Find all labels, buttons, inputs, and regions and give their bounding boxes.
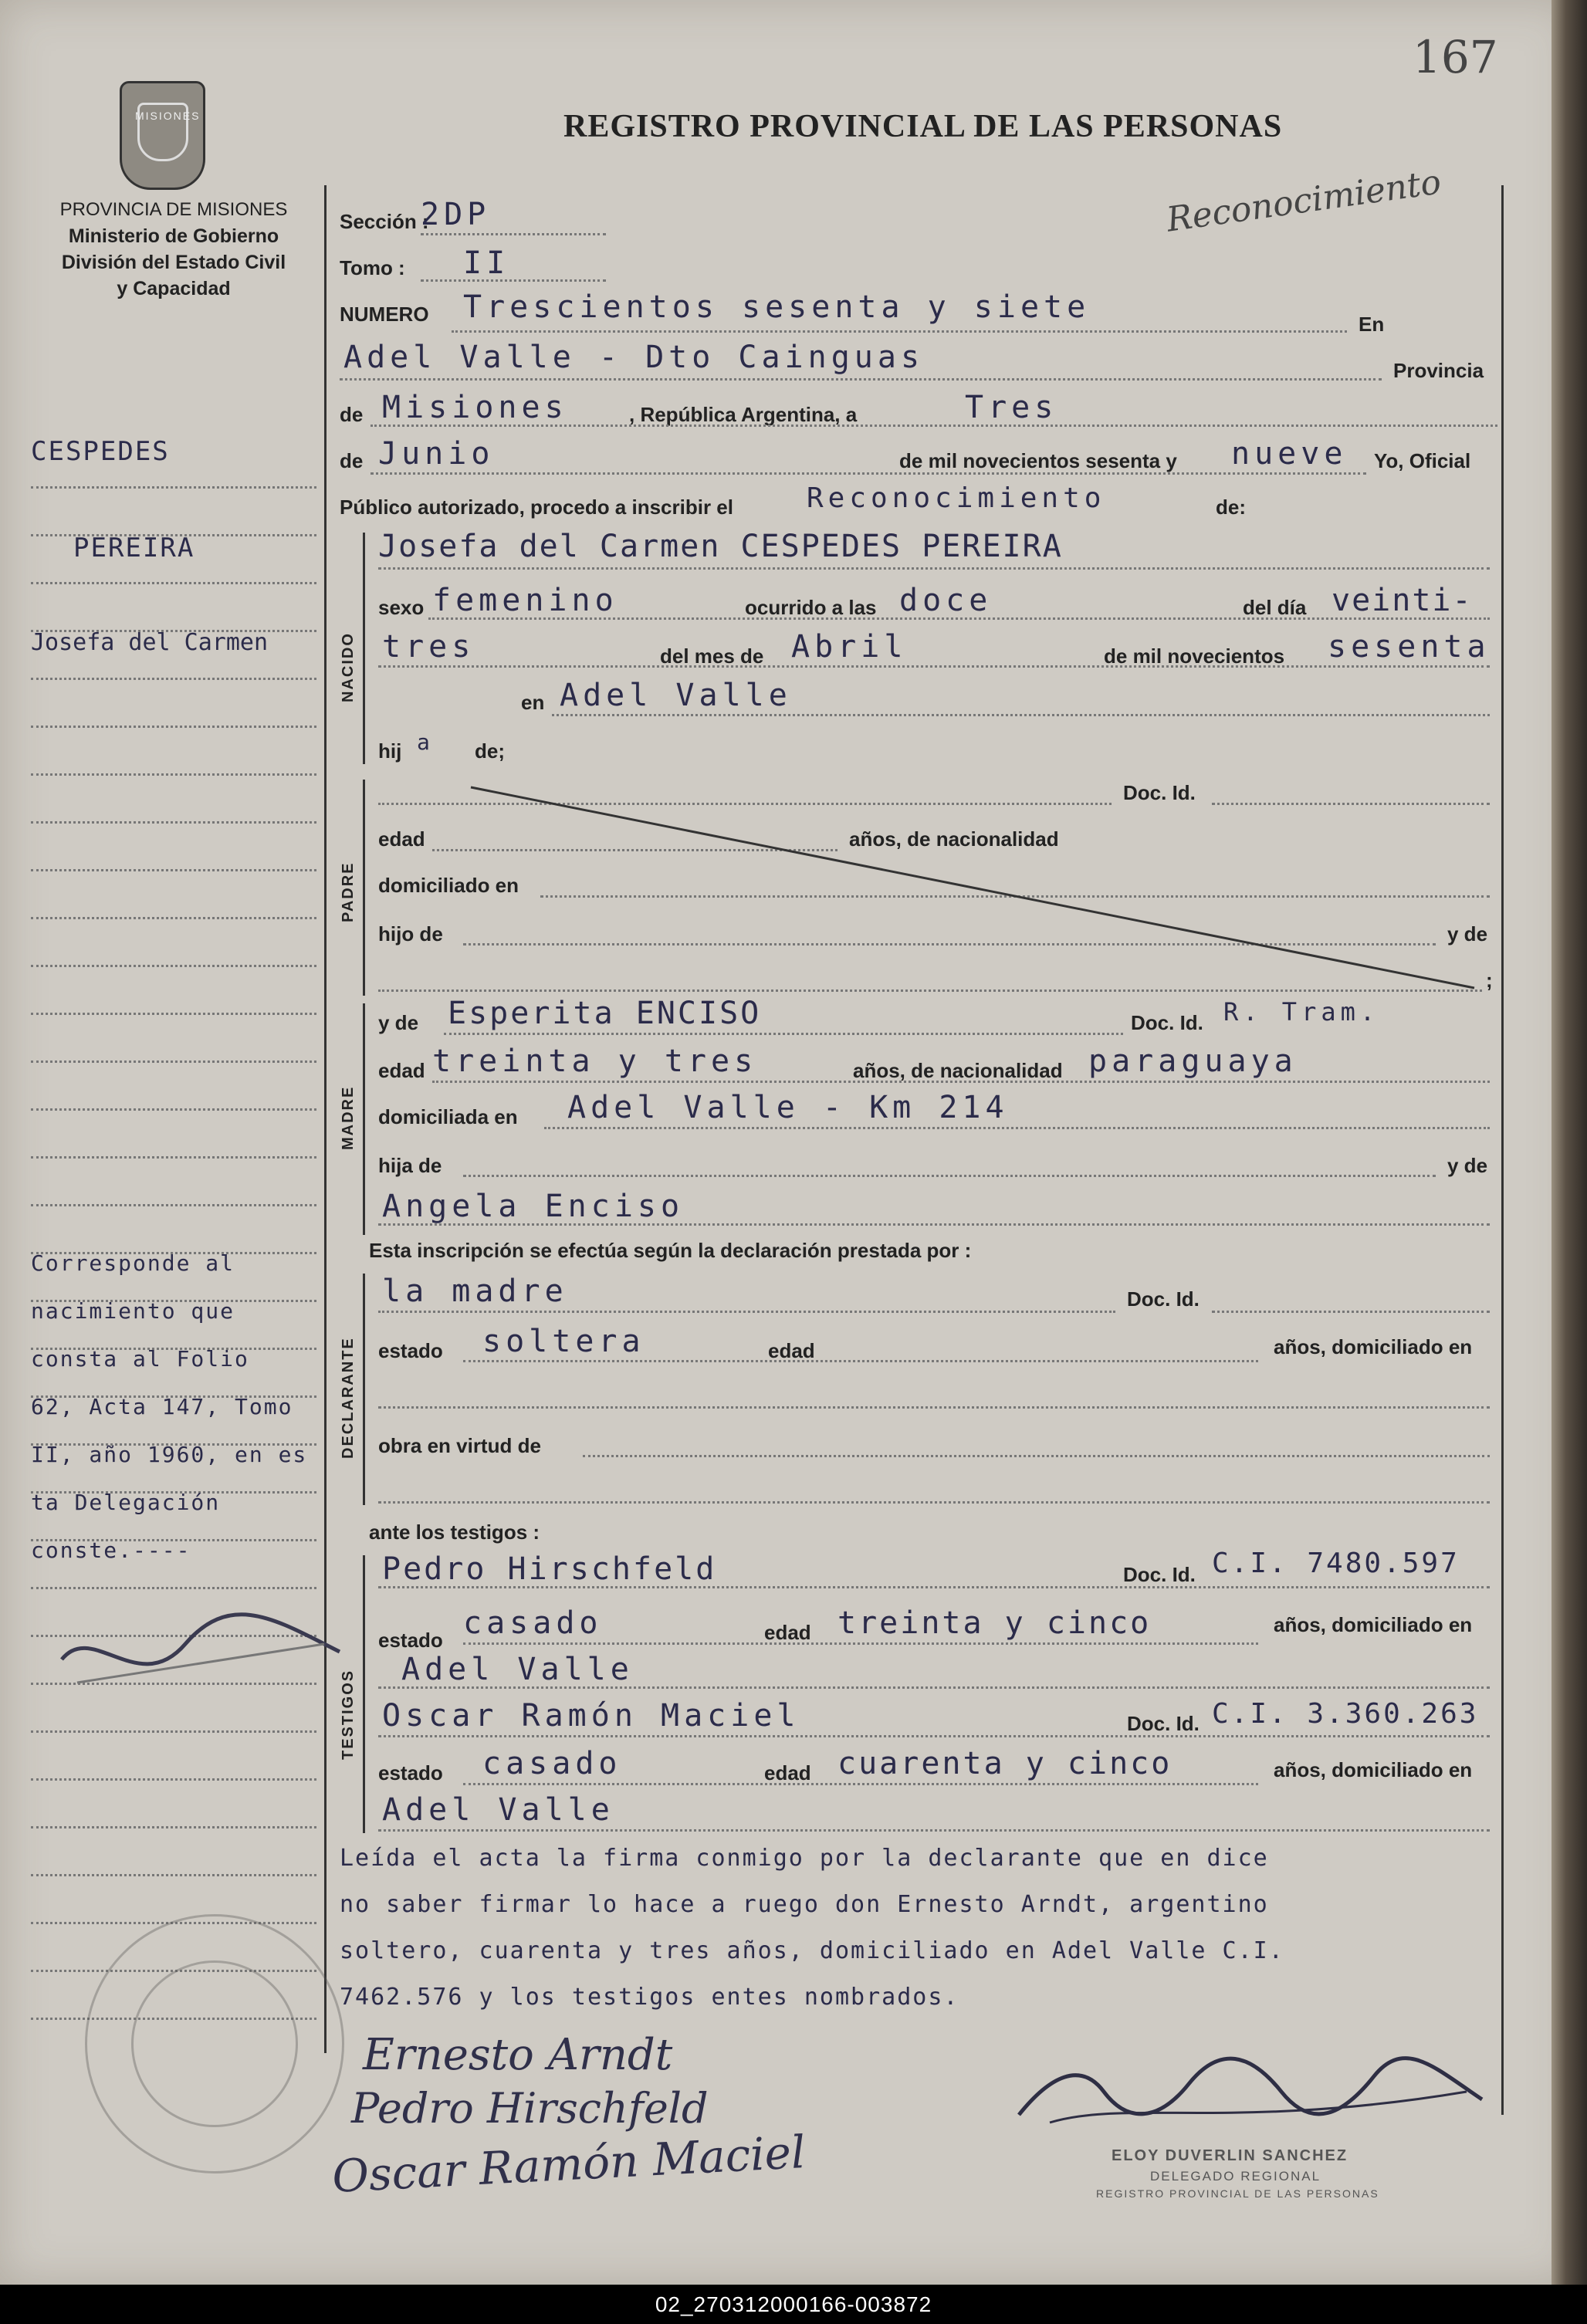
office-line2: Ministerio de Gobierno [68, 225, 279, 247]
left-rule [31, 821, 316, 824]
sexo-label: sexo [378, 596, 425, 619]
left-rule [31, 1204, 316, 1206]
province-value: Misiones [382, 390, 568, 425]
declarante-tag: DECLARANTE [340, 1337, 357, 1459]
madre-abuela-value: Angela Enciso [382, 1189, 685, 1224]
nacido-name: Josefa del Carmen CESPEDES PEREIRA [378, 529, 1063, 564]
madre-hija-label: hija de [378, 1154, 442, 1177]
declarante-obra-label: obra en virtud de [378, 1434, 541, 1457]
dotline [421, 279, 606, 282]
madre-dom-value: Adel Valle - Km 214 [567, 1090, 1009, 1125]
left-rule [31, 1587, 316, 1589]
declarante-dom-label: años, domiciliado en [1274, 1335, 1473, 1358]
testigos-tag: TESTIGOS [340, 1669, 357, 1760]
left-rule [31, 582, 316, 584]
testigo1-edad-label: edad [764, 1621, 811, 1644]
left-surname1: CESPEDES [31, 436, 170, 467]
office-line4: y Capacidad [117, 278, 231, 299]
place-value: Adel Valle - Dto Cainguas [343, 340, 925, 375]
signature-ernesto-arndt: Ernesto Arndt [363, 2030, 673, 2080]
en-label-nacido: en [521, 691, 545, 714]
dotline [432, 1081, 1490, 1083]
dotline [378, 1501, 1490, 1504]
padre-void-line [371, 764, 1490, 996]
declarante-intro: Esta inscripción se efectúa según la declaración prestada por : [369, 1239, 972, 1262]
dotline [583, 1455, 1490, 1457]
madre-nac-value: paraguaya [1088, 1044, 1298, 1079]
small-stamp-icon [46, 1590, 355, 1729]
publico-label: Público autorizado, procedo a inscribir el [340, 496, 733, 519]
dotline [1212, 1311, 1490, 1313]
testigo2-name: Oscar Ramón Maciel [382, 1698, 800, 1734]
testigo1-doc-value: C.I. 7480.597 [1212, 1548, 1460, 1579]
seccion-label: Sección : [340, 210, 429, 233]
right-border [1501, 185, 1504, 2115]
testigo1-dom-value: Adel Valle [401, 1652, 634, 1687]
dotline [378, 567, 1490, 570]
office-line3: División del Estado Civil [61, 252, 286, 273]
left-note-line: consta al Folio [31, 1346, 249, 1372]
numero-value: Trescientos sesenta y siete [463, 289, 1091, 325]
dotline [378, 1829, 1490, 1832]
official-name: ELOY DUVERLIN SANCHEZ [1112, 2147, 1348, 2164]
dotline [552, 714, 1490, 716]
dotline [463, 1783, 1258, 1785]
dotline [378, 1311, 1115, 1313]
tomo-label: Tomo : [340, 256, 405, 279]
dotline [378, 1735, 1490, 1737]
left-rule [31, 1874, 316, 1876]
dotline [378, 1686, 1490, 1689]
dia-value2: tres [382, 629, 475, 665]
declarante-name: la madre [382, 1274, 568, 1309]
page-title: REGISTRO PROVINCIAL DE LAS PERSONAS [563, 109, 1283, 144]
testigo2-doc-label: Doc. Id. [1127, 1712, 1200, 1735]
seccion-value: 2DP [421, 197, 491, 232]
testigo2-estado-value: casado [482, 1746, 622, 1781]
madre-edad-label: edad [378, 1059, 425, 1082]
madre-name: Esperita ENCISO [448, 996, 762, 1031]
tomo-value: II [463, 245, 510, 281]
left-rule [31, 1730, 316, 1733]
testigo1-estado-value: casado [463, 1605, 603, 1641]
madre-dom-label: domiciliada en [378, 1105, 518, 1128]
left-rule [31, 1156, 316, 1159]
padre-semicolon: ; [1486, 969, 1493, 992]
declarante-bracket [363, 1274, 365, 1505]
dia-label: del día [1243, 596, 1307, 619]
nacido-bracket [363, 533, 365, 764]
province-stamp-text: MISIONES [135, 110, 201, 122]
dotline [371, 472, 1366, 475]
madre-yde-label: y de [378, 1011, 419, 1034]
testigo2-dom-label: años, domiciliado en [1274, 1758, 1473, 1781]
month-value: Junio [378, 436, 495, 472]
lugar-value: Adel Valle [560, 678, 792, 713]
ocurrido-label: ocurrido a las [745, 596, 877, 619]
left-rule [31, 1013, 316, 1015]
official-title2: REGISTRO PROVINCIAL DE LAS PERSONAS [1096, 2187, 1379, 2200]
closing-line: no saber firmar lo hace a ruego don Ernesto Arndt, argentino [340, 1891, 1269, 1918]
round-stamp-inner-icon [131, 1960, 298, 2127]
madre-yde2-label: y de [1447, 1154, 1488, 1177]
year-value: nueve [1231, 436, 1348, 472]
declarante-estado-label: estado [378, 1339, 443, 1362]
republica-label: , República Argentina, a [629, 403, 858, 426]
dia-value: veinti- [1332, 583, 1473, 618]
dotline [378, 1406, 1490, 1409]
testigo1-edad-value: treinta y cinco [837, 1605, 1152, 1641]
office-line1: PROVINCIA DE MISIONES [59, 199, 288, 220]
dotline [378, 665, 1490, 668]
testigos-ante-label: ante los testigos : [369, 1521, 540, 1544]
sexo-value: femenino [432, 583, 618, 618]
padre-dom-label: domiciliado en [378, 874, 519, 897]
dotline [421, 233, 606, 235]
left-rule [31, 869, 316, 871]
official-signature-icon [1003, 2045, 1505, 2146]
provincia-label: Provincia [1393, 359, 1484, 382]
left-note-line: 62, Acta 147, Tomo [31, 1394, 293, 1419]
mes-value: Abril [791, 629, 908, 665]
oficial-label: Yo, Oficial [1374, 449, 1471, 472]
left-column-border [324, 185, 327, 2053]
declarante-doc-label: Doc. Id. [1127, 1287, 1200, 1311]
folio-number: 167 [1413, 31, 1498, 83]
en-label: En [1359, 313, 1385, 336]
declarante-estado-value: soltera [482, 1324, 645, 1359]
closing-line: soltero, cuarenta y tres años, domiciliado en Adel Valle C.I. [340, 1937, 1284, 1964]
official-title1: DELEGADO REGIONAL [1150, 2169, 1321, 2184]
left-rule [31, 486, 316, 489]
testigo1-doc-label: Doc. Id. [1123, 1563, 1196, 1586]
madre-nac-label: años, de nacionalidad [853, 1059, 1063, 1082]
testigo2-edad-value: cuarenta y cinco [837, 1746, 1172, 1781]
de-label-nacido: de; [475, 739, 505, 763]
signature-pedro-hirschfeld: Pedro Hirschfeld [351, 2084, 709, 2133]
padre-hijo-label: hijo de [378, 922, 443, 945]
padre-yde-label: y de [1447, 922, 1488, 945]
closing-line: 7462.576 y los testigos entes nombrados. [340, 1984, 959, 2011]
testigos-bracket [363, 1555, 365, 1833]
left-note-line: II, año 1960, en es [31, 1442, 308, 1467]
hij-label: hij [378, 739, 402, 763]
nacido-tag: NACIDO [340, 632, 357, 702]
de-label: de [340, 403, 364, 426]
de-colon: de: [1216, 496, 1246, 519]
padre-nac-label: años, de nacionalidad [849, 827, 1059, 851]
testigo2-estado-label: estado [378, 1761, 443, 1784]
madre-doc-label: Doc. Id. [1131, 1011, 1203, 1034]
left-note-line: conste.---- [31, 1537, 191, 1563]
hij-value: a [417, 729, 435, 755]
testigo1-dom-label: años, domiciliado en [1274, 1613, 1473, 1636]
anio-value: sesenta [1328, 629, 1491, 665]
madre-tag: MADRE [340, 1085, 357, 1150]
dotline [463, 1360, 1258, 1362]
mil-label: de mil novecientos [1104, 644, 1285, 668]
numero-label: NUMERO [340, 303, 429, 326]
declarante-edad-label: edad [768, 1339, 815, 1362]
dotline [444, 1033, 1123, 1035]
left-rule [31, 1108, 316, 1111]
madre-edad-value: treinta y tres [432, 1044, 758, 1079]
left-rule [31, 678, 316, 680]
left-rule [31, 1061, 316, 1063]
book-binding [1551, 0, 1587, 2285]
dotline [428, 617, 1490, 620]
dotline [463, 1642, 1258, 1645]
padre-bracket [363, 780, 365, 996]
testigo1-name: Pedro Hirschfeld [382, 1551, 717, 1587]
mes-label: del mes de [660, 644, 764, 668]
dotline [463, 1175, 1436, 1177]
left-given-name: Josefa del Carmen [31, 629, 269, 656]
left-note-line: ta Delegación [31, 1490, 221, 1515]
padre-edad-label: edad [378, 827, 425, 851]
left-rule [31, 965, 316, 967]
top-right-stamp: Reconocimiento [1164, 162, 1443, 240]
left-rule [31, 917, 316, 919]
left-rule [31, 1778, 316, 1781]
testigo2-doc-value: C.I. 3.360.263 [1212, 1698, 1479, 1730]
testigo2-edad-label: edad [764, 1761, 811, 1784]
left-rule [31, 1826, 316, 1828]
dotline [371, 425, 1497, 427]
province-seal-icon [120, 81, 205, 190]
left-note-line: nacimiento que [31, 1298, 235, 1324]
day-value: Tres [965, 390, 1058, 425]
left-note-line: Corresponde al [31, 1250, 235, 1276]
dotline [340, 378, 1382, 381]
testigo2-dom-value: Adel Valle [382, 1792, 614, 1828]
office-header [31, 197, 316, 302]
de-label2: de [340, 449, 364, 472]
madre-doc-value: R. Tram. [1223, 997, 1380, 1027]
signature-oscar-maciel: Oscar Ramón Maciel [330, 2125, 807, 2204]
image-caption: 02_270312000166-003872 [0, 2285, 1587, 2324]
left-rule [31, 773, 316, 776]
left-rule [31, 726, 316, 728]
year-label: de mil novecientos sesenta y [899, 449, 1177, 472]
closing-line: Leída el acta la firma conmigo por la declarante que en dice [340, 1845, 1269, 1872]
padre-doc-label: Doc. Id. [1123, 781, 1196, 804]
madre-bracket [363, 1003, 365, 1235]
hora-value: doce [899, 583, 993, 618]
left-surname2: PEREIRA [73, 533, 195, 563]
padre-tag: PADRE [340, 861, 357, 922]
dotline [452, 330, 1347, 333]
act-value: Reconocimiento [807, 482, 1106, 514]
testigo1-estado-label: estado [378, 1629, 443, 1652]
dotline [378, 1586, 1490, 1588]
dotline [378, 1223, 1490, 1226]
dotline [544, 1127, 1490, 1129]
